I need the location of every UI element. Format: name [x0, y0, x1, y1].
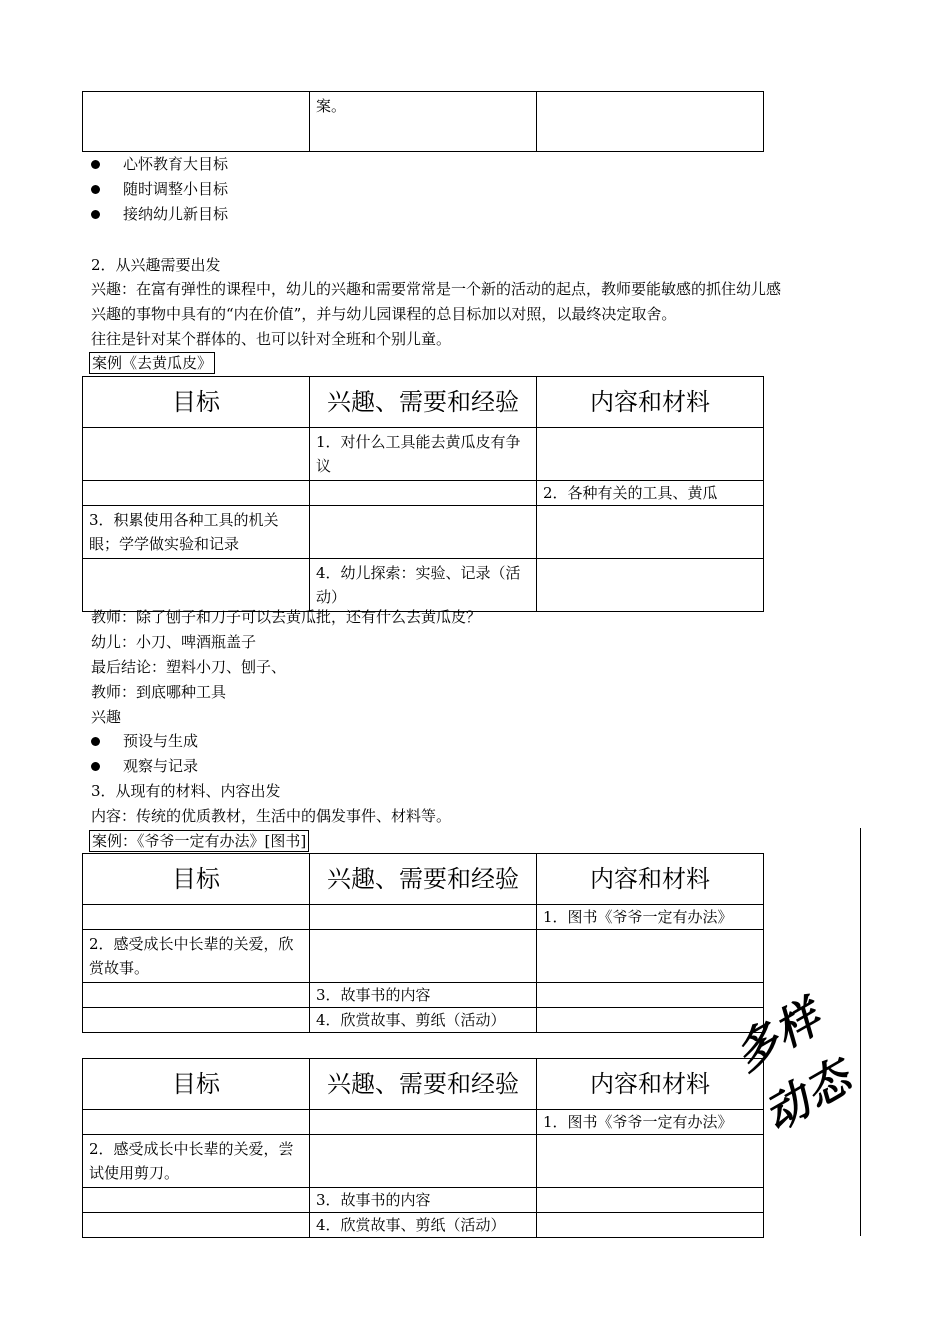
- column-header-interest: 兴趣、需要和经验: [310, 1059, 537, 1110]
- table-cell: [537, 1135, 764, 1188]
- paragraph-line: 内容：传统的优质教材，生活中的偶发事件、材料等。: [91, 807, 452, 825]
- vertical-divider: [860, 828, 861, 1236]
- bullet-item: 预设与生成: [91, 731, 198, 751]
- paragraph-line: 往往是针对某个群体的、也可以针对全班和个别儿童。: [91, 330, 452, 348]
- table-cell: [83, 1188, 310, 1213]
- table-cell: [537, 1188, 764, 1213]
- bullet-dot-icon: [91, 737, 100, 746]
- top-table-cell: 案。: [310, 92, 537, 152]
- table-cell: [537, 930, 764, 983]
- table-cell: 2．感受成长中长辈的关爱，欣赏故事。: [83, 930, 310, 983]
- paragraph-line: 兴趣：在富有弹性的课程中，幼儿的兴趣和需要常常是一个新的活动的起点，教师要能敏感的抓住幼儿感: [91, 280, 782, 298]
- table-cell: [310, 506, 537, 559]
- dialogue-line: 教师：除了刨子和刀子可以去黄瓜批，还有什么去黄瓜皮？: [91, 608, 482, 626]
- bullet-dot-icon: [91, 160, 100, 169]
- top-table-cell: [537, 92, 764, 152]
- table-cell: 1．对什么工具能去黄瓜皮有争议: [310, 428, 537, 481]
- case-table-grandpa-2: [82, 1058, 764, 1238]
- stamp-text: 动态: [755, 1050, 861, 1141]
- dialogue-line: 幼儿：小刀、啤酒瓶盖子: [91, 633, 257, 651]
- table-cell: [310, 1135, 537, 1188]
- column-header-content: 内容和材料: [537, 854, 764, 905]
- table-cell: 3．故事书的内容: [310, 983, 537, 1008]
- table-cell: [310, 1110, 537, 1135]
- table-cell: [83, 559, 310, 612]
- case-label: 案例：《爷爷一定有办法》[图书]: [89, 830, 309, 852]
- bullet-dot-icon: [91, 762, 100, 771]
- table-cell: 4．幼儿探索：实验、记录（活动）: [310, 559, 537, 612]
- table-cell: [83, 1213, 310, 1238]
- bullet-dot-icon: [91, 210, 100, 219]
- table-cell: [83, 481, 310, 506]
- column-header-content: 内容和材料: [537, 377, 764, 428]
- bullet-item: 观察与记录: [91, 756, 198, 776]
- column-header-goal: 目标: [83, 854, 310, 905]
- table-cell: [537, 983, 764, 1008]
- table-cell: 3．积累使用各种工具的机关眼；学学做实验和记录: [83, 506, 310, 559]
- column-header-content: 内容和材料: [537, 1059, 764, 1110]
- table-cell: [537, 428, 764, 481]
- table-cell: 2．各种有关的工具、黄瓜: [537, 481, 764, 506]
- table-cell: [83, 905, 310, 930]
- table-cell: [83, 1110, 310, 1135]
- case-table-grandpa-1: [82, 853, 764, 1033]
- stamp-text: 多样: [725, 990, 831, 1081]
- section-heading: 2．从兴趣需要出发: [91, 256, 221, 274]
- top-table-cell: [83, 92, 310, 152]
- dialogue-line: 兴趣: [91, 708, 122, 726]
- bullet-dot-icon: [91, 185, 100, 194]
- table-cell: [83, 428, 310, 481]
- dialogue-line: 最后结论：塑料小刀、刨子、: [91, 658, 287, 676]
- table-cell: [537, 506, 764, 559]
- top-table: [82, 91, 764, 152]
- table-cell: 1．图书《爷爷一定有办法》: [537, 905, 764, 930]
- dialogue-line: 教师：到底哪种工具: [91, 683, 227, 701]
- table-cell: 3．故事书的内容: [310, 1188, 537, 1213]
- case-label: 案例《去黄瓜皮》: [89, 352, 215, 374]
- table-cell: [83, 983, 310, 1008]
- table-cell: 2．感受成长中长辈的关爱，尝试使用剪刀。: [83, 1135, 310, 1188]
- section-heading: 3．从现有的材料、内容出发: [91, 782, 281, 800]
- table-cell: 4．欣赏故事、剪纸（活动）: [310, 1008, 537, 1033]
- bullet-item: 心怀教育大目标: [91, 154, 228, 174]
- column-header-interest: 兴趣、需要和经验: [310, 854, 537, 905]
- table-cell: [310, 930, 537, 983]
- column-header-goal: 目标: [83, 377, 310, 428]
- table-cell: [537, 559, 764, 612]
- case-table-cucumber: [82, 376, 764, 612]
- column-header-goal: 目标: [83, 1059, 310, 1110]
- table-cell: 1．图书《爷爷一定有办法》: [537, 1110, 764, 1135]
- table-cell: 4．欣赏故事、剪纸（活动）: [310, 1213, 537, 1238]
- column-header-interest: 兴趣、需要和经验: [310, 377, 537, 428]
- table-cell: [310, 481, 537, 506]
- table-cell: [310, 905, 537, 930]
- table-cell: [537, 1213, 764, 1238]
- bullet-item: 随时调整小目标: [91, 179, 228, 199]
- paragraph-line: 兴趣的事物中具有的“内在价值”，并与幼儿园课程的总目标加以对照，以最终决定取舍。: [91, 305, 677, 323]
- bullet-item: 接纳幼儿新目标: [91, 204, 228, 224]
- table-cell: [83, 1008, 310, 1033]
